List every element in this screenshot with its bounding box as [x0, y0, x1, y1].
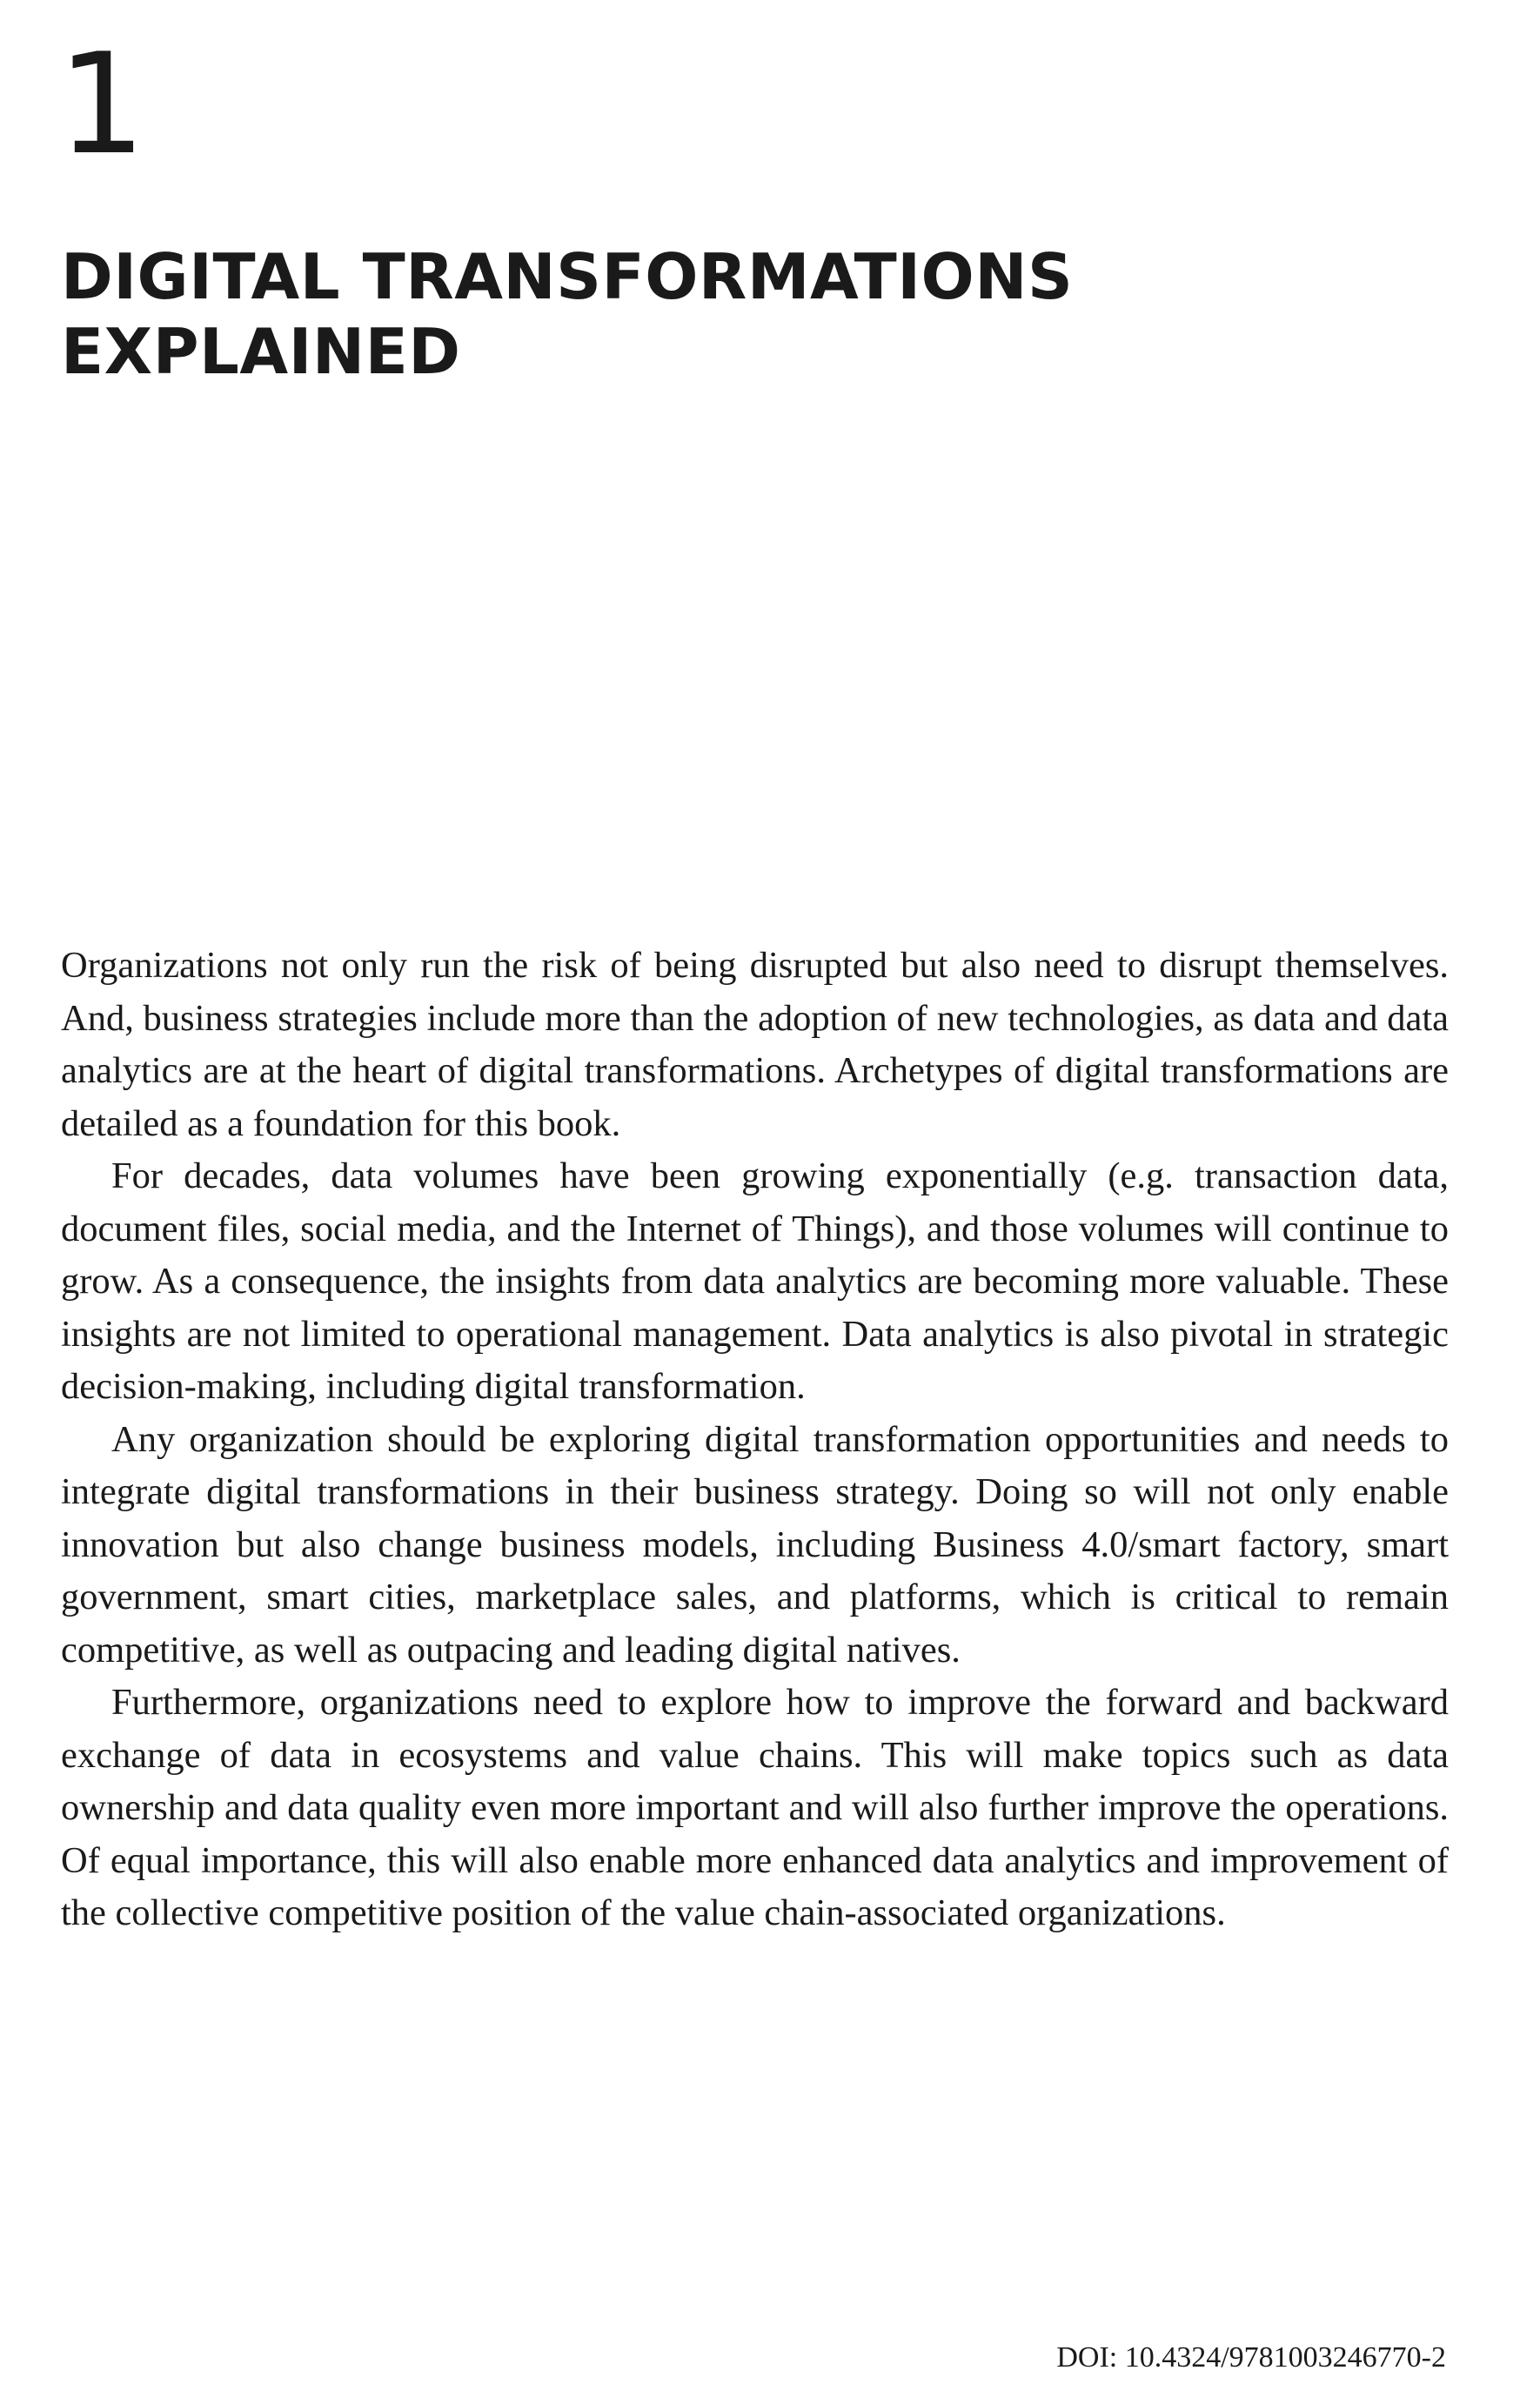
- chapter-title-line-1: DIGITAL TRANSFORMATIONS: [61, 240, 1074, 313]
- chapter-title-line-2: EXPLAINED: [61, 315, 461, 388]
- paragraph-1: Organizations not only run the risk of being disrupted but also need to disrupt themselves. And, business strategies include more than the adoption of new technologies, as data and data analytics are at the heart of digital transformations. Archetypes of digital transformations are detailed as a foundation for this book.: [61, 945, 1449, 1144]
- chapter-body: [61, 940, 1449, 1940]
- chapter-title: [61, 239, 1279, 389]
- paragraph-2: For decades, data volumes have been growing exponentially (e.g. transaction data, document files, social media, and the Internet of Things), and those volumes will continue to grow. As a consequence, the insights from data analytics are becoming more valuable. These insights are not limited to operational management. Data analytics is also pivotal in strategic decision-making, including digital transformation.: [61, 1155, 1449, 1407]
- chapter-number: 1: [57, 23, 146, 185]
- paragraph-3: Any organization should be exploring digital transformation opportunities and needs to integrate digital transformations in their business strategy. Doing so will not only enable innovation but also change business models, including Business 4.0/smart factory, smart government, smart cities, marketplace sales, and platforms, which is critical to remain competitive, as well as outpacing and leading digital natives.: [61, 1418, 1449, 1671]
- doi-footer: DOI: 10.4324/9781003246770-2: [1056, 2341, 1446, 2374]
- paragraph-4: Furthermore, organizations need to explore how to improve the forward and backward exchange of data in ecosystems and value chains. This will make topics such as data ownership and data quality even more important and will also further improve the operations. Of equal importance, this will also enable more enhanced data analytics and improvement of the collective competitive position of the value chain-associated organizations.: [61, 1682, 1449, 1933]
